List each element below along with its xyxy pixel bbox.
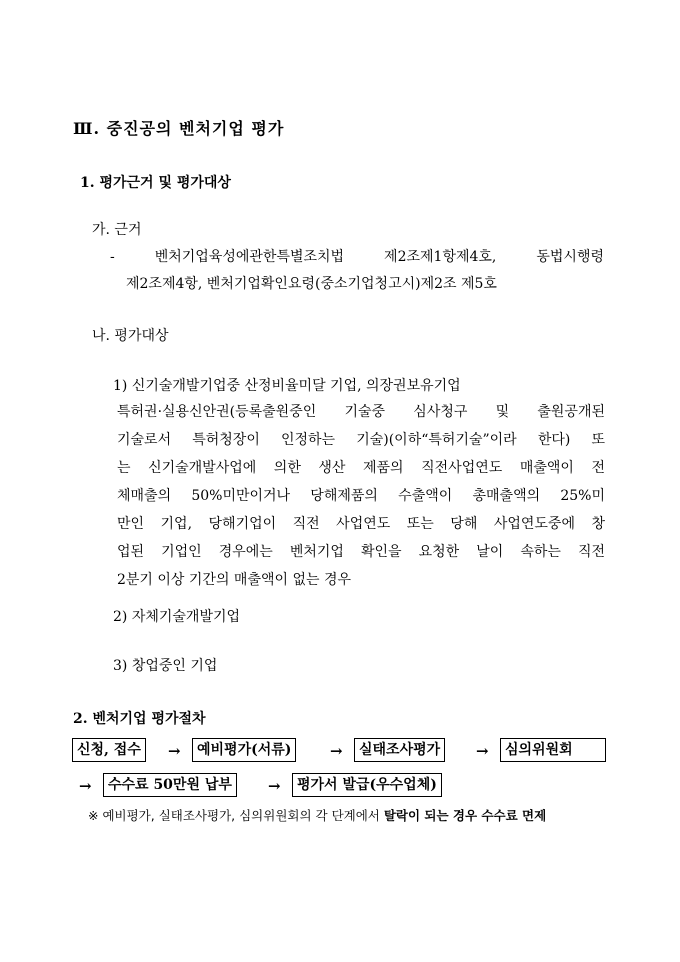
subsection-2-title: 2. 벤처기업 평가절차 <box>73 711 206 727</box>
note-prefix: ※ 예비평가, 실태조사평가, 심의위원회의 각 단계에서 <box>88 808 384 823</box>
step-apply-box: 신청, 접수 <box>72 738 146 762</box>
note <box>88 806 546 824</box>
ga-line-1-text: - 벤처기업육성에관한특별조치법 제2조제1항제4호, 동법시행령 <box>110 249 604 265</box>
flow-arrow: → <box>79 777 92 795</box>
item-1-line: 체매출의 50%미만이거나 당해제품의 수출액이 총매출액의 25%미 <box>117 488 605 504</box>
item-2: 2) 자체기술개발기업 <box>113 609 241 625</box>
ga-line-2: 제2조제4항, 벤처기업확인요령(중소기업청고시)제2조 제5호 <box>126 276 497 292</box>
item-1-line: 만인 기업, 당해기업이 직전 사업연도 또는 당해 사업연도중에 창 <box>117 516 605 532</box>
ga-line-1 <box>110 243 604 271</box>
step-committee-box: 심의위원회 <box>500 738 606 762</box>
item-1-title: 1) 신기술개발기업중 산정비율미달 기업, 의장권보유기업 <box>113 378 461 394</box>
item-1-line: 기술로서 특허청장이 인정하는 기술)(이하“특허기술”이라 한다) 또 <box>117 432 605 448</box>
flow-arrow: → <box>268 777 281 795</box>
item-1-line: 2분기 이상 기간의 매출액이 없는 경우 <box>117 572 352 588</box>
ga-title: 가. 근거 <box>92 222 142 238</box>
item-1-paragraph <box>117 398 605 594</box>
step-survey-box: 실태조사평가 <box>354 738 445 762</box>
na-title: 나. 평가대상 <box>92 328 169 344</box>
item-1-line: 는 신기술개발사업에 의한 생산 제품의 직전사업연도 매출액이 전 <box>117 460 605 476</box>
step-preliminary-box: 예비평가(서류) <box>192 738 296 762</box>
note-emphasis: 탈락이 되는 경우 수수료 면제 <box>383 808 547 823</box>
subsection-1-title: 1. 평가근거 및 평가대상 <box>80 175 231 191</box>
item-3: 3) 창업중인 기업 <box>113 658 218 674</box>
flow-arrow: → <box>168 742 181 760</box>
flow-arrow: → <box>330 742 343 760</box>
item-1-line: 업된 기업인 경우에는 벤처기업 확인을 요청한 날이 속하는 직전 <box>117 544 605 560</box>
step-report-box: 평가서 발급(우수업체) <box>292 773 442 797</box>
item-1-line: 특허권·실용신안권(등록출원중인 기술중 심사청구 및 출원공개된 <box>117 404 605 420</box>
section-title: Ⅲ. 중진공의 벤처기업 평가 <box>73 119 285 138</box>
flow-arrow: → <box>476 742 489 760</box>
step-fee-box: 수수료 50만원 납부 <box>103 773 237 797</box>
